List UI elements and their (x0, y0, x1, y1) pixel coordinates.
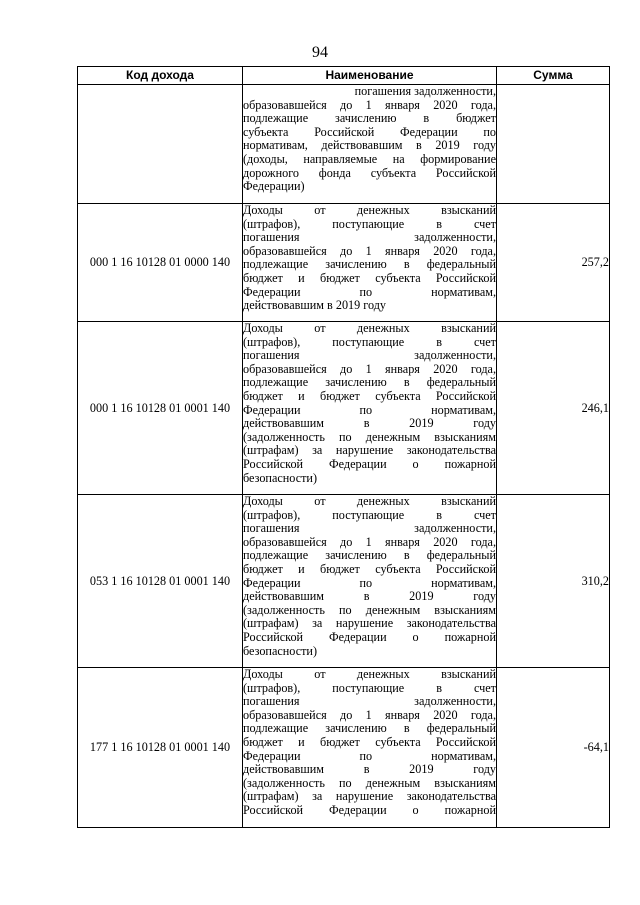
name-text-line: (задолженность по денежным взысканиям (243, 776, 496, 790)
name-text-line: (доходы, направляемые на формирование (243, 152, 496, 166)
amount-cell: -64,1 (497, 668, 610, 828)
name-text-line: Федерации по нормативам, (243, 285, 496, 299)
name-text-line: погашения задолженности, (243, 695, 496, 709)
name-text-line: Доходы от денежных взысканий (243, 668, 496, 681)
amount-cell: 310,2 (497, 495, 610, 668)
name-text-line: погашения задолженности, (243, 522, 496, 536)
name-text-line: подлежащие зачислению в федеральный (243, 722, 496, 736)
income-name-cell (243, 668, 497, 828)
name-text-line: (задолженность по денежным взысканиям (243, 603, 496, 617)
name-text-line: образовавшейся до 1 января 2020 года, (243, 535, 496, 549)
name-text-line: (штрафов), поступающие в счет (243, 335, 496, 349)
table-row (78, 495, 610, 668)
amount-cell (497, 85, 610, 204)
income-name-cell (243, 204, 497, 322)
name-text-line: (штрафов), поступающие в счет (243, 508, 496, 522)
name-text-line: (штрафам) за нарушение законодательства (243, 444, 496, 458)
name-text-line: образовавшейся до 1 января 2020 года, (243, 362, 496, 376)
name-text-line: (штрафов), поступающие в счет (243, 681, 496, 695)
income-name-cell (243, 322, 497, 495)
name-text-line: образовавшейся до 1 января 2020 года, (243, 244, 496, 258)
table-header-row (78, 67, 610, 85)
table-row (78, 85, 610, 204)
income-code-cell (78, 85, 243, 204)
income-code-cell: 053 1 16 10128 01 0001 140 (78, 495, 243, 668)
name-text-line: погашения задолженности, (243, 231, 496, 245)
amount-cell: 246,1 (497, 322, 610, 495)
name-text-line: (штрафам) за нарушение законодательства (243, 790, 496, 804)
name-text-line: подлежащие зачислению в федеральный (243, 376, 496, 390)
name-text-line: безопасности) (243, 644, 318, 658)
income-code-cell: 177 1 16 10128 01 0001 140 (78, 668, 243, 828)
name-text-line: безопасности) (243, 471, 318, 485)
name-text-line: действовавшим в 2019 году (243, 590, 496, 604)
name-text-line: Федерации по нормативам, (243, 403, 496, 417)
header-code: Код дохода (78, 67, 243, 85)
name-text-line: Российской Федерации о пожарной (243, 630, 496, 644)
name-text-line: Доходы от денежных взысканий (243, 495, 496, 508)
name-text-line: субъекта Российской Федерации по (243, 125, 496, 139)
table-row (78, 668, 610, 828)
name-text-line: погашения задолженности, (243, 349, 496, 363)
name-text-line: образовавшейся до 1 января 2020 года, (243, 98, 496, 112)
income-name-cell (243, 85, 497, 204)
name-text-line: действовавшим в 2019 году (243, 299, 387, 313)
name-text-line: Российской Федерации о пожарной (243, 803, 496, 817)
income-code-cell: 000 1 16 10128 01 0000 140 (78, 204, 243, 322)
name-text-line: бюджет и бюджет субъекта Российской (243, 389, 496, 403)
name-text-line: (штрафов), поступающие в счет (243, 217, 496, 231)
name-text-line: бюджет и бюджет субъекта Российской (243, 562, 496, 576)
name-text-line: погашения задолженности, (354, 85, 496, 98)
name-text-line: Федерации по нормативам, (243, 576, 496, 590)
name-text-line: Российской Федерации о пожарной (243, 457, 496, 471)
name-text-line: бюджет и бюджет субъекта Российской (243, 735, 496, 749)
name-text-line: подлежащие зачислению в федеральный (243, 258, 496, 272)
table-row (78, 322, 610, 495)
name-text-line: действовавшим в 2019 году (243, 417, 496, 431)
page-number: 94 (312, 44, 328, 61)
header-sum: Сумма (497, 67, 610, 85)
amount-cell: 257,2 (497, 204, 610, 322)
name-text-line: подлежащие зачислению в федеральный (243, 549, 496, 563)
header-name: Наименование (243, 67, 497, 85)
name-text-line: нормативам, действовавшим в 2019 году (243, 139, 496, 153)
name-text-line: Федерации по нормативам, (243, 749, 496, 763)
name-text-line: Доходы от денежных взысканий (243, 322, 496, 335)
name-text-line: Федерации) (243, 180, 305, 194)
name-text-line: подлежащие зачислению в бюджет (243, 112, 496, 126)
income-name-cell (243, 495, 497, 668)
name-text-line: (штрафам) за нарушение законодательства (243, 617, 496, 631)
name-text-line: Доходы от денежных взысканий (243, 204, 496, 217)
income-code-cell: 000 1 16 10128 01 0001 140 (78, 322, 243, 495)
name-text-line: действовавшим в 2019 году (243, 763, 496, 777)
name-text-line: образовавшейся до 1 января 2020 года, (243, 708, 496, 722)
name-text-line: бюджет и бюджет субъекта Российской (243, 271, 496, 285)
table-row (78, 204, 610, 322)
name-text-line: (задолженность по денежным взысканиям (243, 430, 496, 444)
name-text-line: дорожного фонда субъекта Российской (243, 166, 496, 180)
revenue-table (77, 66, 610, 828)
